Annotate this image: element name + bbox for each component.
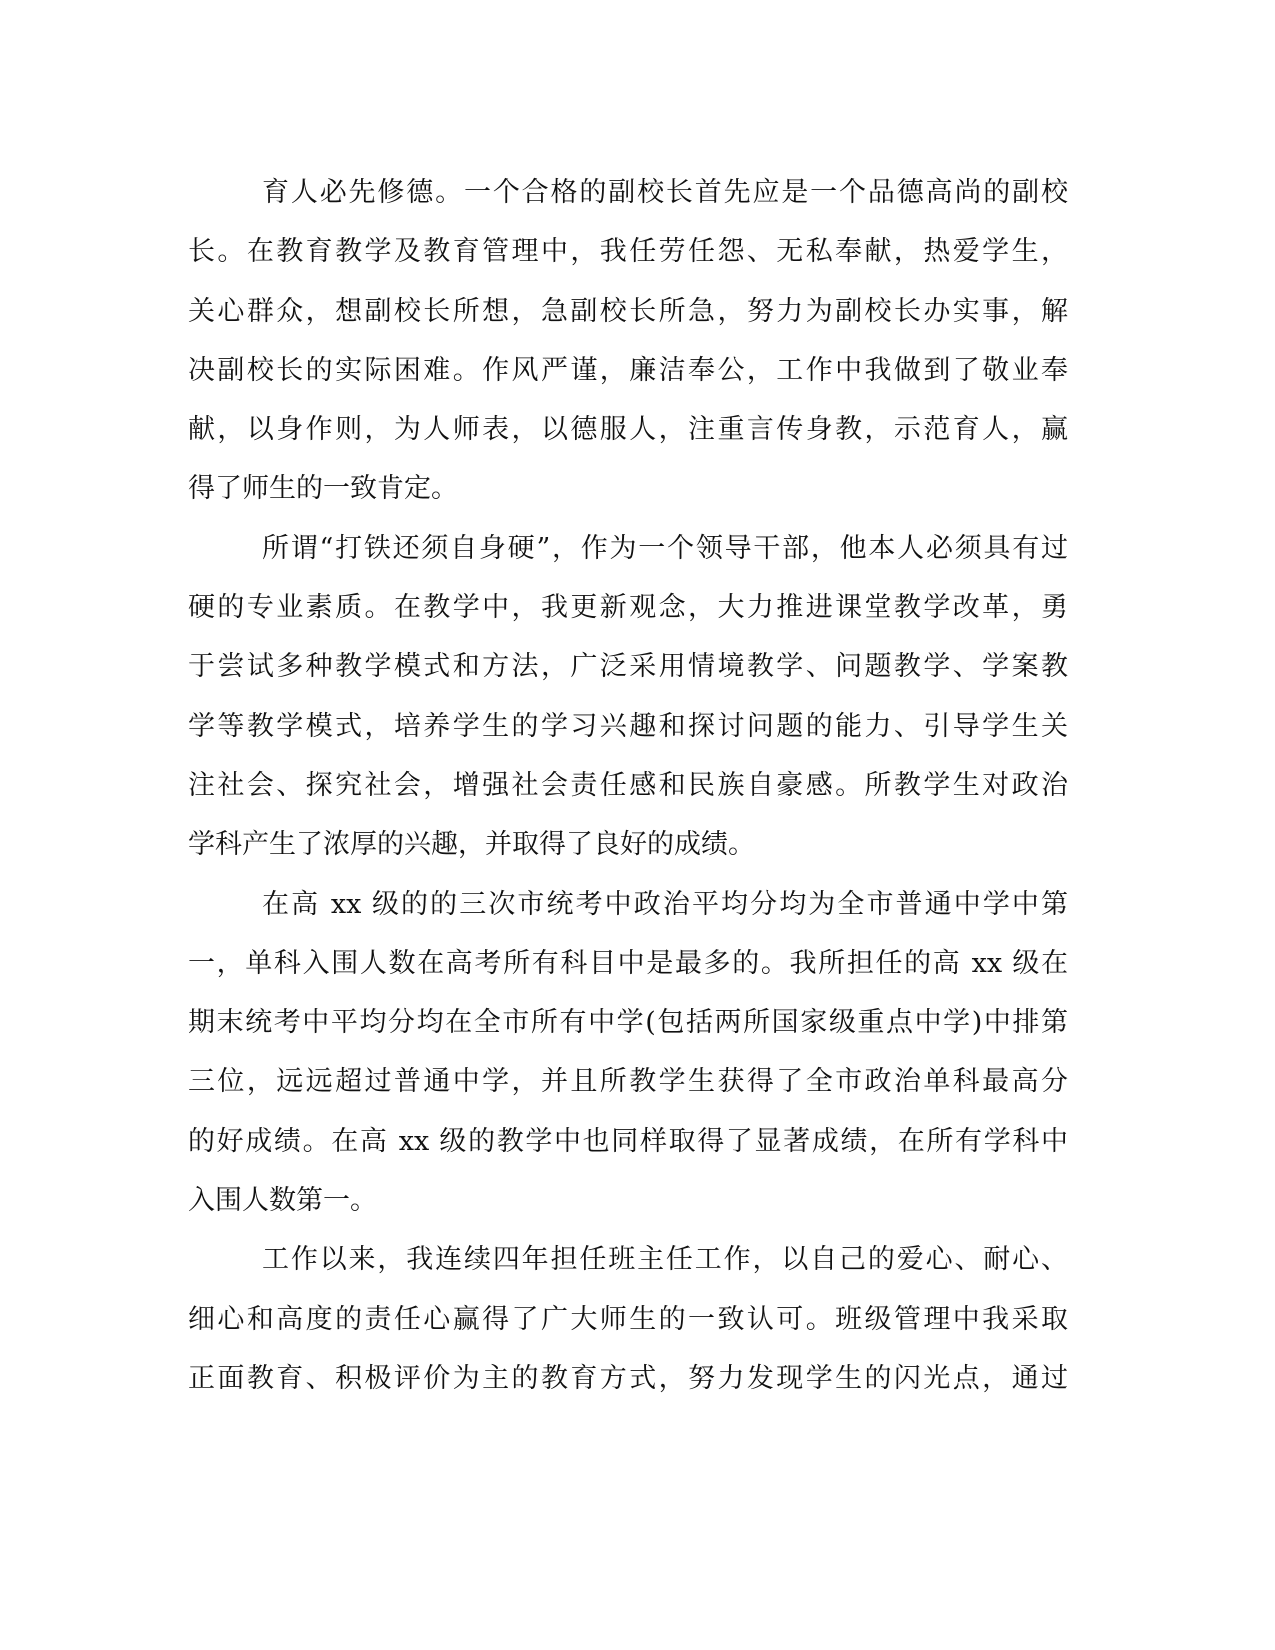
paragraph-1-line-5: 献，以身作则，为人师表，以德服人，注重言传身教，示范育人，赢: [188, 414, 1068, 446]
paragraph-1-line-6: 得了师生的一致肯定。: [188, 473, 458, 505]
paragraph-2-line-3: 于尝试多种教学模式和方法，广泛采用情境教学、问题教学、学案教: [188, 651, 1068, 683]
body-text: [188, 163, 1068, 1408]
paragraph-1-line-4: 决副校长的实际困难。作风严谨，廉洁奉公，工作中我做到了敬业奉: [188, 354, 1068, 386]
paragraph-4-line-1: 工作以来，我连续四年担任班主任工作，以自己的爱心、耐心、: [262, 1244, 1068, 1276]
paragraph-2-line-6: 学科产生了浓厚的兴趣，并取得了良好的成绩。: [188, 829, 755, 861]
paragraph-2-line-5: 注社会、探究社会，增强社会责任感和民族自豪感。所教学生对政治: [188, 769, 1068, 801]
paragraph-3-line-4: 三位，远远超过普通中学，并且所教学生获得了全市政治单科最高分: [188, 1066, 1068, 1098]
paragraph-4-line-2: 细心和高度的责任心赢得了广大师生的一致认可。班级管理中我采取: [188, 1303, 1068, 1335]
paragraph-3-line-3: 期末统考中平均分均在全市所有中学(包括两所国家级重点中学)中排第: [188, 1007, 1068, 1039]
paragraph-2-line-2: 硬的专业素质。在教学中，我更新观念，大力推进课堂教学改革，勇: [188, 592, 1068, 624]
paragraph-3-line-6: 入围人数第一。: [188, 1185, 377, 1217]
paragraph-2-line-1: 所谓“打铁还须自身硬”，作为一个领导干部，他本人必须具有过: [262, 532, 1068, 564]
paragraph-4-line-3: 正面教育、积极评价为主的教育方式，努力发现学生的闪光点，通过: [188, 1362, 1068, 1394]
paragraph-1-line-3: 关心群众，想副校长所想，急副校长所急，努力为副校长办实事，解: [188, 295, 1068, 327]
paragraph-1-line-1: 育人必先修德。一个合格的副校长首先应是一个品德高尚的副校: [262, 177, 1068, 208]
paragraph-1-line-2: 长。在教育教学及教育管理中，我任劳任怨、无私奉献，热爱学生，: [188, 236, 1068, 268]
paragraph-3-line-1: 在高 xx 级的的三次市统考中政治平均分均为全市普通中学中第: [262, 888, 1068, 920]
paragraph-3-line-2: 一，单科入围人数在高考所有科目中是最多的。我所担任的高 xx 级在: [188, 947, 1068, 979]
paragraph-3-line-5: 的好成绩。在高 xx 级的教学中也同样取得了显著成绩，在所有学科中: [188, 1125, 1068, 1157]
paragraph-2-line-4: 学等教学模式，培养学生的学习兴趣和探讨问题的能力、引导学生关: [188, 710, 1068, 742]
